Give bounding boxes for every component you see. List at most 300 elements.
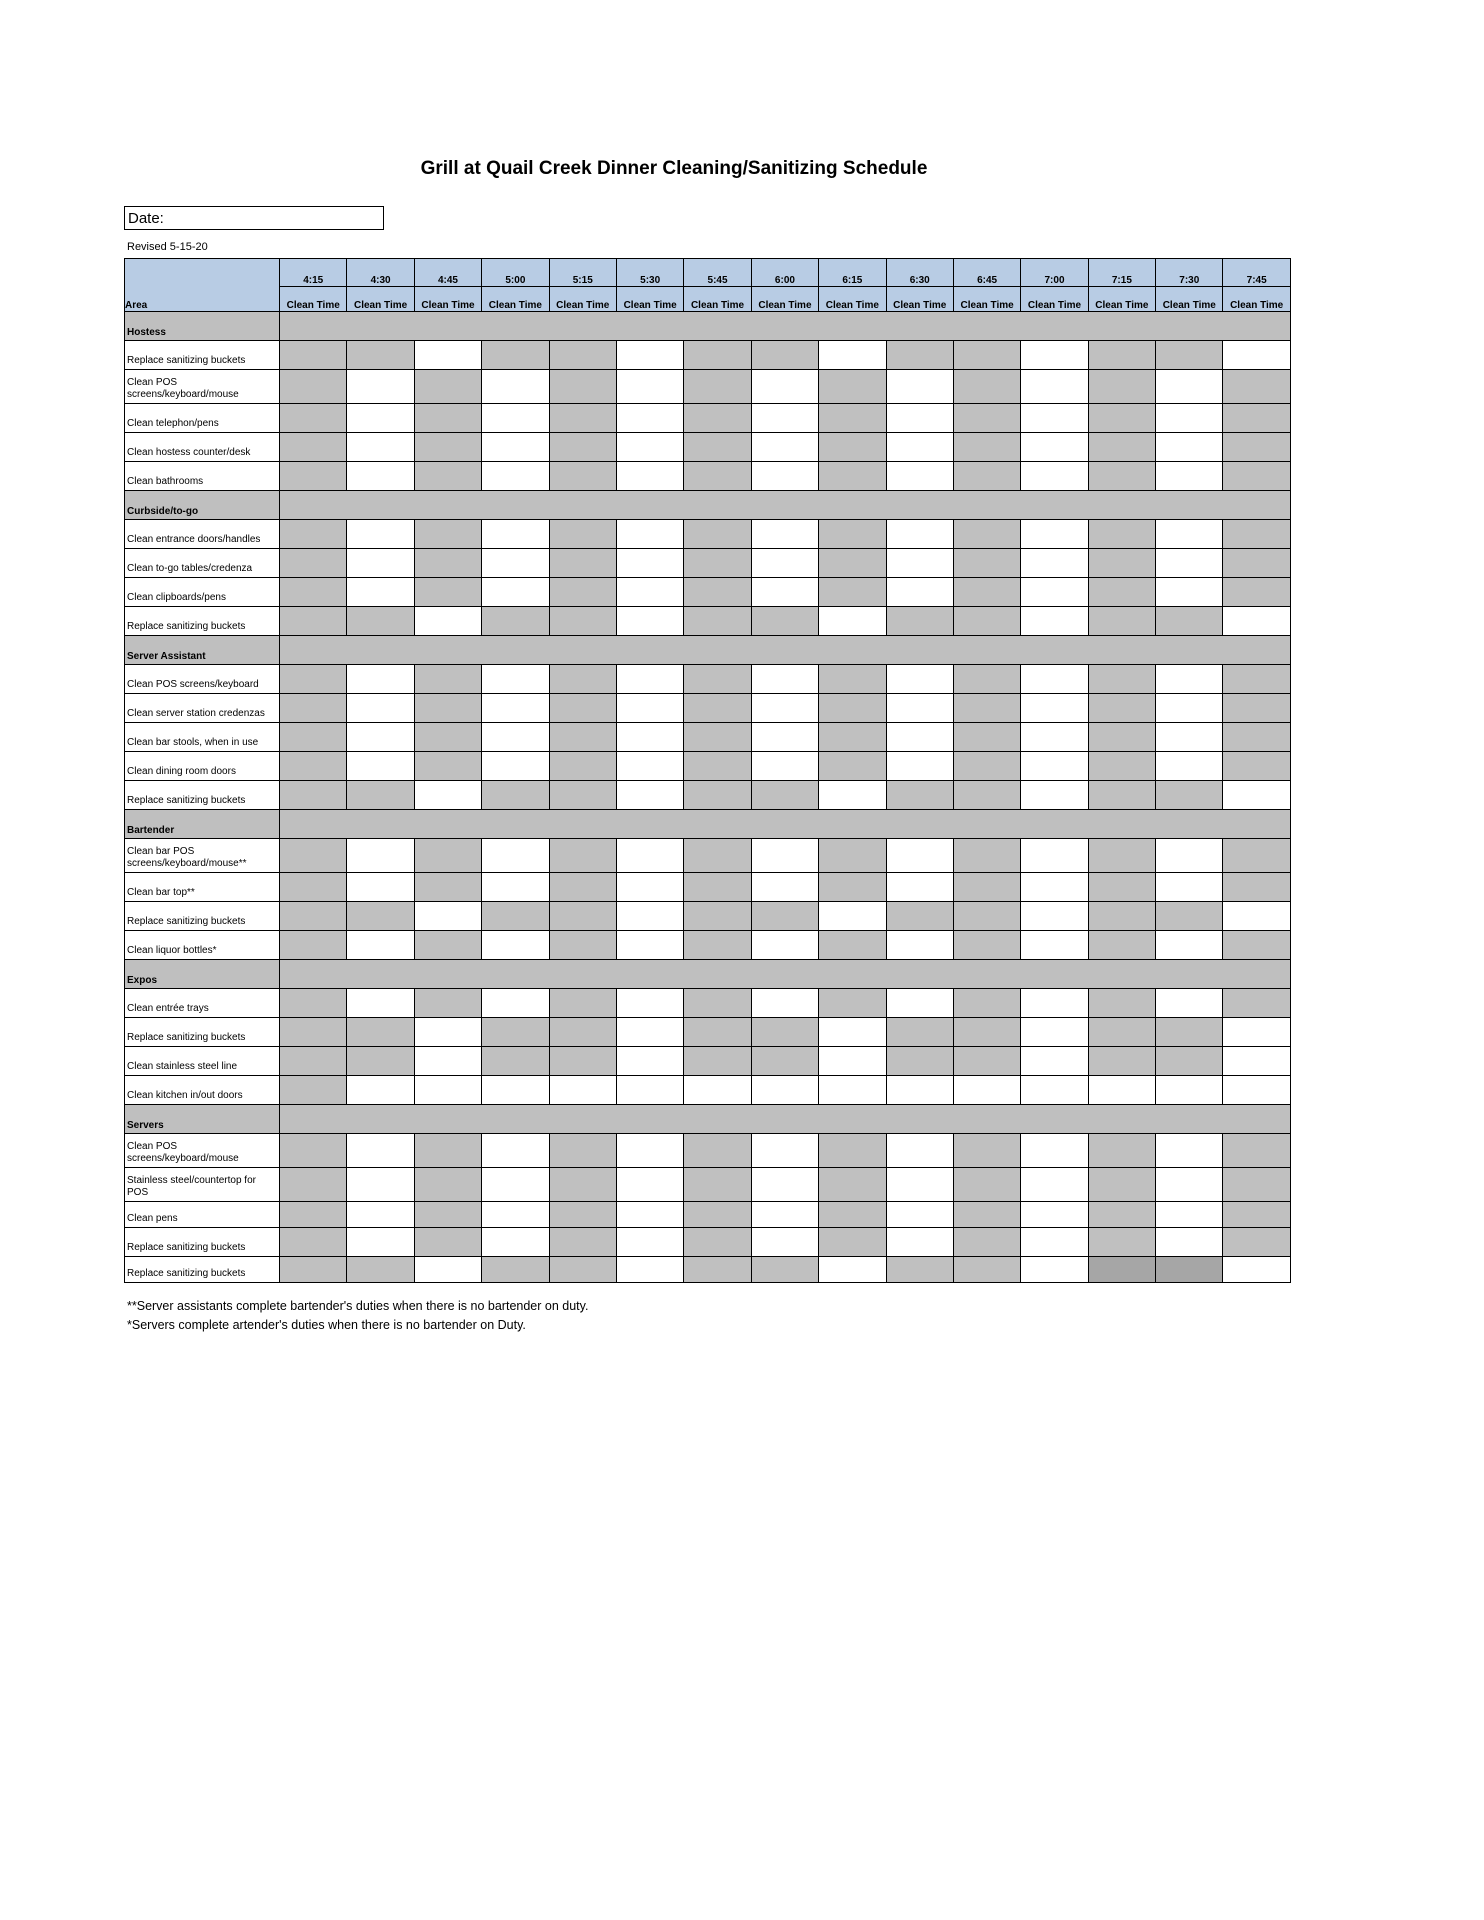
check-cell[interactable] — [1088, 433, 1155, 462]
check-cell[interactable] — [1088, 665, 1155, 694]
check-cell[interactable] — [280, 1018, 347, 1047]
check-cell[interactable] — [414, 1202, 481, 1228]
check-cell[interactable] — [684, 1168, 751, 1202]
check-cell[interactable] — [819, 752, 886, 781]
check-cell[interactable] — [347, 433, 414, 462]
check-cell[interactable] — [819, 607, 886, 636]
check-cell[interactable] — [549, 694, 616, 723]
check-cell[interactable] — [549, 549, 616, 578]
check-cell[interactable] — [751, 752, 818, 781]
check-cell[interactable] — [616, 694, 683, 723]
check-cell[interactable] — [1223, 1228, 1290, 1257]
check-cell[interactable] — [1156, 665, 1223, 694]
check-cell[interactable] — [886, 404, 953, 433]
check-cell[interactable] — [1088, 549, 1155, 578]
check-cell[interactable] — [751, 1168, 818, 1202]
check-cell[interactable] — [1021, 873, 1088, 902]
check-cell[interactable] — [482, 433, 549, 462]
check-cell[interactable] — [347, 1202, 414, 1228]
check-cell[interactable] — [819, 1257, 886, 1283]
check-cell[interactable] — [886, 1202, 953, 1228]
check-cell[interactable] — [1223, 1168, 1290, 1202]
check-cell[interactable] — [347, 931, 414, 960]
check-cell[interactable] — [549, 1134, 616, 1168]
check-cell[interactable] — [347, 404, 414, 433]
check-cell[interactable] — [549, 931, 616, 960]
check-cell[interactable] — [482, 1076, 549, 1105]
check-cell[interactable] — [953, 1202, 1020, 1228]
check-cell[interactable] — [1223, 1257, 1290, 1283]
check-cell[interactable] — [1021, 989, 1088, 1018]
check-cell[interactable] — [684, 578, 751, 607]
check-cell[interactable] — [1223, 462, 1290, 491]
check-cell[interactable] — [886, 1168, 953, 1202]
check-cell[interactable] — [549, 839, 616, 873]
check-cell[interactable] — [953, 433, 1020, 462]
check-cell[interactable] — [1156, 1134, 1223, 1168]
check-cell[interactable] — [1021, 1018, 1088, 1047]
check-cell[interactable] — [1156, 902, 1223, 931]
check-cell[interactable] — [347, 989, 414, 1018]
check-cell[interactable] — [280, 520, 347, 549]
check-cell[interactable] — [1088, 341, 1155, 370]
check-cell[interactable] — [886, 873, 953, 902]
check-cell[interactable] — [347, 781, 414, 810]
check-cell[interactable] — [482, 931, 549, 960]
check-cell[interactable] — [886, 839, 953, 873]
check-cell[interactable] — [549, 665, 616, 694]
check-cell[interactable] — [616, 520, 683, 549]
check-cell[interactable] — [1088, 1257, 1155, 1283]
check-cell[interactable] — [1021, 1202, 1088, 1228]
check-cell[interactable] — [819, 578, 886, 607]
check-cell[interactable] — [953, 1047, 1020, 1076]
check-cell[interactable] — [953, 607, 1020, 636]
check-cell[interactable] — [886, 578, 953, 607]
check-cell[interactable] — [1223, 781, 1290, 810]
check-cell[interactable] — [280, 1076, 347, 1105]
check-cell[interactable] — [1021, 931, 1088, 960]
check-cell[interactable] — [1088, 462, 1155, 491]
check-cell[interactable] — [819, 520, 886, 549]
check-cell[interactable] — [886, 341, 953, 370]
check-cell[interactable] — [414, 1257, 481, 1283]
check-cell[interactable] — [953, 1228, 1020, 1257]
check-cell[interactable] — [1156, 549, 1223, 578]
check-cell[interactable] — [953, 549, 1020, 578]
check-cell[interactable] — [414, 694, 481, 723]
check-cell[interactable] — [1088, 1202, 1155, 1228]
check-cell[interactable] — [482, 665, 549, 694]
check-cell[interactable] — [886, 1076, 953, 1105]
check-cell[interactable] — [347, 839, 414, 873]
check-cell[interactable] — [1021, 370, 1088, 404]
check-cell[interactable] — [482, 578, 549, 607]
check-cell[interactable] — [482, 694, 549, 723]
check-cell[interactable] — [482, 839, 549, 873]
check-cell[interactable] — [751, 723, 818, 752]
check-cell[interactable] — [414, 752, 481, 781]
check-cell[interactable] — [819, 989, 886, 1018]
check-cell[interactable] — [616, 370, 683, 404]
check-cell[interactable] — [1156, 607, 1223, 636]
check-cell[interactable] — [280, 931, 347, 960]
check-cell[interactable] — [280, 549, 347, 578]
check-cell[interactable] — [684, 1228, 751, 1257]
check-cell[interactable] — [751, 404, 818, 433]
check-cell[interactable] — [819, 1076, 886, 1105]
check-cell[interactable] — [684, 839, 751, 873]
check-cell[interactable] — [953, 341, 1020, 370]
check-cell[interactable] — [280, 578, 347, 607]
check-cell[interactable] — [1156, 873, 1223, 902]
check-cell[interactable] — [1088, 781, 1155, 810]
check-cell[interactable] — [953, 1257, 1020, 1283]
check-cell[interactable] — [414, 839, 481, 873]
check-cell[interactable] — [1021, 723, 1088, 752]
check-cell[interactable] — [1088, 1047, 1155, 1076]
check-cell[interactable] — [616, 341, 683, 370]
check-cell[interactable] — [1088, 873, 1155, 902]
check-cell[interactable] — [819, 1228, 886, 1257]
check-cell[interactable] — [482, 1047, 549, 1076]
check-cell[interactable] — [616, 1257, 683, 1283]
check-cell[interactable] — [1156, 1047, 1223, 1076]
check-cell[interactable] — [549, 1168, 616, 1202]
check-cell[interactable] — [1021, 549, 1088, 578]
check-cell[interactable] — [1223, 1047, 1290, 1076]
check-cell[interactable] — [1088, 989, 1155, 1018]
check-cell[interactable] — [819, 694, 886, 723]
check-cell[interactable] — [280, 1228, 347, 1257]
check-cell[interactable] — [1021, 578, 1088, 607]
check-cell[interactable] — [1223, 873, 1290, 902]
check-cell[interactable] — [549, 607, 616, 636]
check-cell[interactable] — [1156, 578, 1223, 607]
check-cell[interactable] — [886, 1134, 953, 1168]
check-cell[interactable] — [751, 341, 818, 370]
check-cell[interactable] — [1223, 989, 1290, 1018]
check-cell[interactable] — [751, 989, 818, 1018]
check-cell[interactable] — [549, 433, 616, 462]
check-cell[interactable] — [751, 520, 818, 549]
check-cell[interactable] — [414, 520, 481, 549]
check-cell[interactable] — [1021, 1257, 1088, 1283]
check-cell[interactable] — [1156, 520, 1223, 549]
check-cell[interactable] — [953, 462, 1020, 491]
check-cell[interactable] — [751, 433, 818, 462]
check-cell[interactable] — [414, 1228, 481, 1257]
check-cell[interactable] — [414, 873, 481, 902]
check-cell[interactable] — [1088, 902, 1155, 931]
check-cell[interactable] — [1156, 433, 1223, 462]
check-cell[interactable] — [1156, 1076, 1223, 1105]
check-cell[interactable] — [819, 873, 886, 902]
check-cell[interactable] — [414, 989, 481, 1018]
check-cell[interactable] — [280, 1047, 347, 1076]
check-cell[interactable] — [482, 873, 549, 902]
check-cell[interactable] — [414, 607, 481, 636]
check-cell[interactable] — [819, 781, 886, 810]
check-cell[interactable] — [684, 549, 751, 578]
check-cell[interactable] — [1156, 1202, 1223, 1228]
check-cell[interactable] — [1088, 723, 1155, 752]
check-cell[interactable] — [616, 1047, 683, 1076]
check-cell[interactable] — [347, 607, 414, 636]
check-cell[interactable] — [1156, 781, 1223, 810]
check-cell[interactable] — [482, 1168, 549, 1202]
check-cell[interactable] — [1156, 723, 1223, 752]
check-cell[interactable] — [616, 433, 683, 462]
check-cell[interactable] — [347, 1076, 414, 1105]
check-cell[interactable] — [616, 1134, 683, 1168]
check-cell[interactable] — [684, 462, 751, 491]
check-cell[interactable] — [347, 549, 414, 578]
check-cell[interactable] — [1021, 1228, 1088, 1257]
check-cell[interactable] — [347, 723, 414, 752]
check-cell[interactable] — [751, 1018, 818, 1047]
check-cell[interactable] — [1156, 694, 1223, 723]
check-cell[interactable] — [616, 781, 683, 810]
check-cell[interactable] — [1156, 839, 1223, 873]
check-cell[interactable] — [1223, 370, 1290, 404]
check-cell[interactable] — [414, 462, 481, 491]
check-cell[interactable] — [549, 723, 616, 752]
check-cell[interactable] — [549, 989, 616, 1018]
check-cell[interactable] — [347, 902, 414, 931]
check-cell[interactable] — [1156, 1228, 1223, 1257]
check-cell[interactable] — [953, 520, 1020, 549]
check-cell[interactable] — [684, 902, 751, 931]
check-cell[interactable] — [1223, 902, 1290, 931]
check-cell[interactable] — [482, 1134, 549, 1168]
check-cell[interactable] — [1088, 578, 1155, 607]
check-cell[interactable] — [953, 694, 1020, 723]
check-cell[interactable] — [953, 1168, 1020, 1202]
check-cell[interactable] — [616, 902, 683, 931]
check-cell[interactable] — [1156, 752, 1223, 781]
check-cell[interactable] — [616, 1018, 683, 1047]
check-cell[interactable] — [953, 781, 1020, 810]
check-cell[interactable] — [1223, 433, 1290, 462]
check-cell[interactable] — [1223, 549, 1290, 578]
check-cell[interactable] — [684, 607, 751, 636]
check-cell[interactable] — [1223, 404, 1290, 433]
check-cell[interactable] — [1156, 1257, 1223, 1283]
check-cell[interactable] — [414, 723, 481, 752]
check-cell[interactable] — [1021, 462, 1088, 491]
check-cell[interactable] — [886, 752, 953, 781]
check-cell[interactable] — [819, 549, 886, 578]
check-cell[interactable] — [616, 665, 683, 694]
check-cell[interactable] — [751, 1202, 818, 1228]
check-cell[interactable] — [886, 723, 953, 752]
check-cell[interactable] — [819, 433, 886, 462]
check-cell[interactable] — [819, 1168, 886, 1202]
check-cell[interactable] — [549, 1202, 616, 1228]
check-cell[interactable] — [684, 520, 751, 549]
check-cell[interactable] — [751, 1047, 818, 1076]
check-cell[interactable] — [751, 1257, 818, 1283]
check-cell[interactable] — [280, 1257, 347, 1283]
check-cell[interactable] — [819, 1047, 886, 1076]
check-cell[interactable] — [886, 694, 953, 723]
check-cell[interactable] — [751, 839, 818, 873]
check-cell[interactable] — [1021, 1076, 1088, 1105]
check-cell[interactable] — [1223, 1134, 1290, 1168]
check-cell[interactable] — [751, 873, 818, 902]
check-cell[interactable] — [482, 462, 549, 491]
check-cell[interactable] — [1156, 341, 1223, 370]
check-cell[interactable] — [1156, 989, 1223, 1018]
check-cell[interactable] — [414, 902, 481, 931]
check-cell[interactable] — [819, 839, 886, 873]
check-cell[interactable] — [549, 370, 616, 404]
check-cell[interactable] — [1156, 931, 1223, 960]
check-cell[interactable] — [549, 1076, 616, 1105]
check-cell[interactable] — [751, 607, 818, 636]
check-cell[interactable] — [684, 931, 751, 960]
check-cell[interactable] — [819, 723, 886, 752]
check-cell[interactable] — [549, 404, 616, 433]
check-cell[interactable] — [1223, 1076, 1290, 1105]
check-cell[interactable] — [1021, 1134, 1088, 1168]
check-cell[interactable] — [751, 665, 818, 694]
check-cell[interactable] — [616, 578, 683, 607]
check-cell[interactable] — [1156, 1168, 1223, 1202]
check-cell[interactable] — [886, 462, 953, 491]
check-cell[interactable] — [684, 1134, 751, 1168]
check-cell[interactable] — [751, 549, 818, 578]
check-cell[interactable] — [684, 873, 751, 902]
check-cell[interactable] — [414, 665, 481, 694]
check-cell[interactable] — [1088, 694, 1155, 723]
check-cell[interactable] — [953, 1134, 1020, 1168]
check-cell[interactable] — [1021, 1047, 1088, 1076]
check-cell[interactable] — [684, 989, 751, 1018]
check-cell[interactable] — [482, 370, 549, 404]
check-cell[interactable] — [751, 781, 818, 810]
check-cell[interactable] — [819, 404, 886, 433]
check-cell[interactable] — [482, 752, 549, 781]
check-cell[interactable] — [414, 433, 481, 462]
check-cell[interactable] — [953, 989, 1020, 1018]
check-cell[interactable] — [953, 1018, 1020, 1047]
check-cell[interactable] — [819, 902, 886, 931]
check-cell[interactable] — [347, 341, 414, 370]
check-cell[interactable] — [414, 1018, 481, 1047]
check-cell[interactable] — [1021, 839, 1088, 873]
check-cell[interactable] — [1088, 931, 1155, 960]
check-cell[interactable] — [549, 752, 616, 781]
check-cell[interactable] — [414, 1076, 481, 1105]
check-cell[interactable] — [819, 462, 886, 491]
check-cell[interactable] — [347, 665, 414, 694]
check-cell[interactable] — [1021, 781, 1088, 810]
check-cell[interactable] — [684, 781, 751, 810]
check-cell[interactable] — [684, 665, 751, 694]
check-cell[interactable] — [953, 665, 1020, 694]
check-cell[interactable] — [280, 694, 347, 723]
check-cell[interactable] — [751, 902, 818, 931]
check-cell[interactable] — [1223, 665, 1290, 694]
check-cell[interactable] — [886, 520, 953, 549]
check-cell[interactable] — [347, 752, 414, 781]
check-cell[interactable] — [886, 607, 953, 636]
check-cell[interactable] — [414, 404, 481, 433]
check-cell[interactable] — [1021, 752, 1088, 781]
check-cell[interactable] — [953, 931, 1020, 960]
check-cell[interactable] — [616, 462, 683, 491]
check-cell[interactable] — [684, 694, 751, 723]
check-cell[interactable] — [751, 1228, 818, 1257]
check-cell[interactable] — [280, 370, 347, 404]
check-cell[interactable] — [414, 370, 481, 404]
check-cell[interactable] — [280, 665, 347, 694]
check-cell[interactable] — [482, 341, 549, 370]
check-cell[interactable] — [616, 549, 683, 578]
check-cell[interactable] — [1156, 404, 1223, 433]
check-cell[interactable] — [1021, 902, 1088, 931]
check-cell[interactable] — [347, 1018, 414, 1047]
check-cell[interactable] — [414, 549, 481, 578]
check-cell[interactable] — [684, 1257, 751, 1283]
check-cell[interactable] — [347, 1134, 414, 1168]
check-cell[interactable] — [1156, 370, 1223, 404]
check-cell[interactable] — [280, 1202, 347, 1228]
check-cell[interactable] — [751, 1134, 818, 1168]
check-cell[interactable] — [953, 723, 1020, 752]
check-cell[interactable] — [953, 370, 1020, 404]
check-cell[interactable] — [347, 1047, 414, 1076]
check-cell[interactable] — [549, 1047, 616, 1076]
check-cell[interactable] — [1021, 665, 1088, 694]
check-cell[interactable] — [482, 607, 549, 636]
check-cell[interactable] — [1223, 1202, 1290, 1228]
check-cell[interactable] — [1021, 607, 1088, 636]
check-cell[interactable] — [616, 607, 683, 636]
check-cell[interactable] — [616, 1202, 683, 1228]
check-cell[interactable] — [684, 404, 751, 433]
check-cell[interactable] — [1088, 1168, 1155, 1202]
check-cell[interactable] — [1021, 694, 1088, 723]
check-cell[interactable] — [886, 1047, 953, 1076]
check-cell[interactable] — [1088, 607, 1155, 636]
check-cell[interactable] — [549, 462, 616, 491]
check-cell[interactable] — [684, 433, 751, 462]
check-cell[interactable] — [953, 578, 1020, 607]
check-cell[interactable] — [414, 341, 481, 370]
check-cell[interactable] — [1021, 404, 1088, 433]
check-cell[interactable] — [280, 839, 347, 873]
check-cell[interactable] — [616, 1076, 683, 1105]
check-cell[interactable] — [819, 1134, 886, 1168]
check-cell[interactable] — [616, 839, 683, 873]
check-cell[interactable] — [886, 902, 953, 931]
check-cell[interactable] — [1021, 433, 1088, 462]
check-cell[interactable] — [414, 1168, 481, 1202]
check-cell[interactable] — [886, 1257, 953, 1283]
check-cell[interactable] — [482, 549, 549, 578]
check-cell[interactable] — [751, 578, 818, 607]
check-cell[interactable] — [1156, 1018, 1223, 1047]
check-cell[interactable] — [482, 902, 549, 931]
check-cell[interactable] — [751, 370, 818, 404]
check-cell[interactable] — [886, 1018, 953, 1047]
check-cell[interactable] — [616, 1228, 683, 1257]
check-cell[interactable] — [549, 1228, 616, 1257]
check-cell[interactable] — [886, 781, 953, 810]
